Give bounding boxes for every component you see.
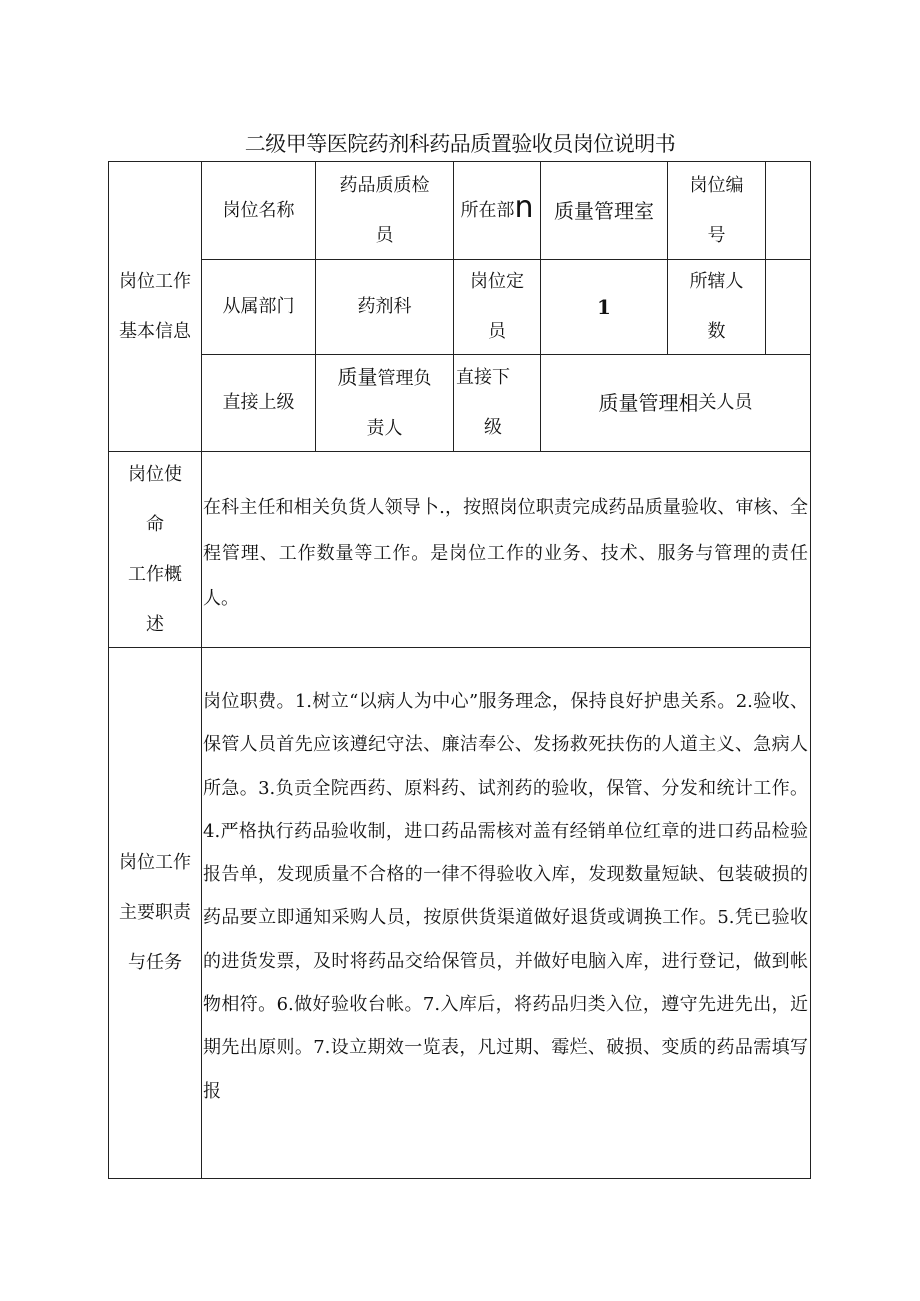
basic-info-label: 岗位工作 基本信息 bbox=[119, 270, 191, 342]
subordinates-label: 所辖人 数 bbox=[689, 271, 744, 342]
mission-text: 在科主任和相关负货人领导卜.，按照岗位职责完成药品质量验收、审核、全程管理、工作数量等工作。是岗位工作的业务、技术、服务与管理的责任人。 bbox=[203, 497, 808, 609]
staffing-value: 1 bbox=[597, 295, 611, 319]
post-name-label: 岗位名称 bbox=[222, 199, 295, 221]
document-title: 二级甲等医院药剂科药品质置验收员岗位说明书 bbox=[244, 132, 676, 156]
post-no-value bbox=[766, 162, 810, 259]
parent-dept-value: 药剂科 bbox=[357, 296, 412, 317]
staffing-label: 岗位定 员 bbox=[470, 271, 524, 342]
mission-label: 岗位使 命 工作概 述 bbox=[128, 463, 182, 635]
direct-sub-label: 直接下 级 bbox=[456, 367, 510, 438]
post-name-value: 药品质质检 员 bbox=[339, 174, 430, 246]
duties-label: 岗位工作 主要职责 与任务 bbox=[119, 852, 191, 973]
post-no-label: 岗位编 号 bbox=[689, 174, 744, 246]
direct-sub-value: 质量管理相 关人员 bbox=[598, 391, 753, 415]
dept-value: 质量管理室 bbox=[554, 198, 654, 223]
parent-dept-label: 从属部门 bbox=[222, 296, 295, 317]
superior-value: 质量管理负 责人 bbox=[337, 365, 432, 439]
duties-text: 岗位职费。1.树立“以病人为中心”服务理念，保持良好护患关系。2.验收、保管人员首先应该遵纪守法、廉洁奉公、发扬救死扶伤的人道主义、急病人所急。3.负贡全院西药、原料药、试剂药的验收，保管、分发和统计工作。4.严格执行药品验收制，进口药品需核对盖有经销单位红章的进口药品检验报告单，发现质量不合格的一律不得验收入库，发现数量短缺、包装破损的药品要立即通知采购人员，按原供货渠道做好退货或调换工作。5.凭已验收的进货发票，及时将药品交给保管员，并做好电脑入库，进行登记，做到帐物相符。6.做好验收台帐。7.入库后，将药品归类入位，遵守先进先出，近期先出原则。7.设立期效一览表，凡过期、霉烂、破损、变质的药品需填写报 bbox=[203, 691, 808, 1102]
dept-label: 所在部 n bbox=[460, 189, 534, 225]
superior-label: 直接上级 bbox=[222, 392, 295, 413]
subordinates-value bbox=[766, 260, 810, 354]
